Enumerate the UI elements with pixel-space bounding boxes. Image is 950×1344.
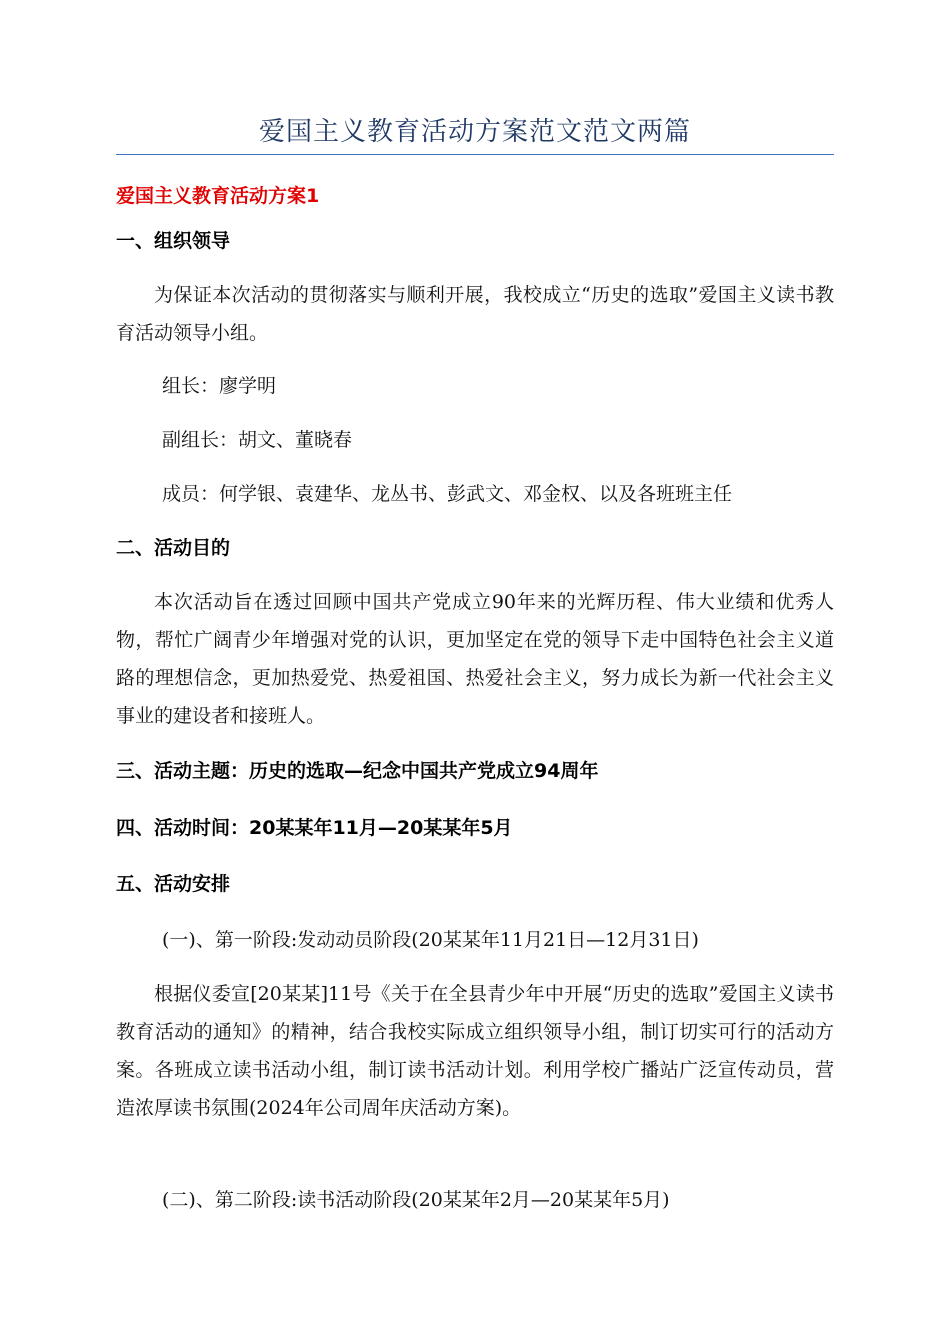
heading-purpose: 二、活动目的 (116, 537, 231, 559)
stage-two-line: (二)、第二阶段:读书活动阶段(20某某年2月—20某某年5月) (162, 1189, 670, 1211)
document-title: 爱国主义教育活动方案范文范文两篇 (258, 117, 691, 147)
paragraph-purpose: 本次活动旨在透过回顾中国共产党成立90年来的光辉历程、伟大业绩和优秀人物，帮忙广阔青少年增强对党的认识，更加坚定在党的领导下走中国特色社会主义道路的理想信念，更加热爱党、热爱祖国、热爱社会主义，努力成长为新一代社会主义事业的建设者和接班人。 (116, 591, 834, 727)
heading-organization: 一、组织领导 (116, 230, 231, 252)
paragraph-stage-one: 根据仪委宣[20某某]11号《关于在全县青少年中开展“历史的选取”爱国主义读书教育活动的通知》的精神，结合我校实际成立组织领导小组，制订切实可行的活动方案。各班成立读书活动小组，制订读书活动计划。利用学校广播站广泛宣传动员，营造浓厚读书氛围(2024年公司周年庆活动方案)。 (116, 983, 834, 1119)
stage-one-line: (一)、第一阶段:发动动员阶段(20某某年11月21日—12月31日) (162, 929, 699, 951)
leader-line: 组长：廖学明 (162, 375, 277, 397)
heading-theme: 三、活动主题：历史的选取—纪念中国共产党成立94周年 (116, 760, 599, 782)
title-underline (116, 154, 834, 155)
vice-leader-line: 副组长：胡文、董晓春 (162, 429, 353, 451)
section-title: 爱国主义教育活动方案1 (116, 185, 320, 207)
members-line: 成员：何学银、袁建华、龙丛书、彭武文、邓金权、以及各班班主任 (162, 483, 733, 505)
heading-arrangement: 五、活动安排 (116, 873, 231, 895)
paragraph-organization: 为保证本次活动的贯彻落实与顺利开展，我校成立“历史的选取”爱国主义读书教育活动领导小组。 (116, 284, 834, 344)
heading-time: 四、活动时间：20某某年11月—20某某年5月 (116, 817, 513, 839)
